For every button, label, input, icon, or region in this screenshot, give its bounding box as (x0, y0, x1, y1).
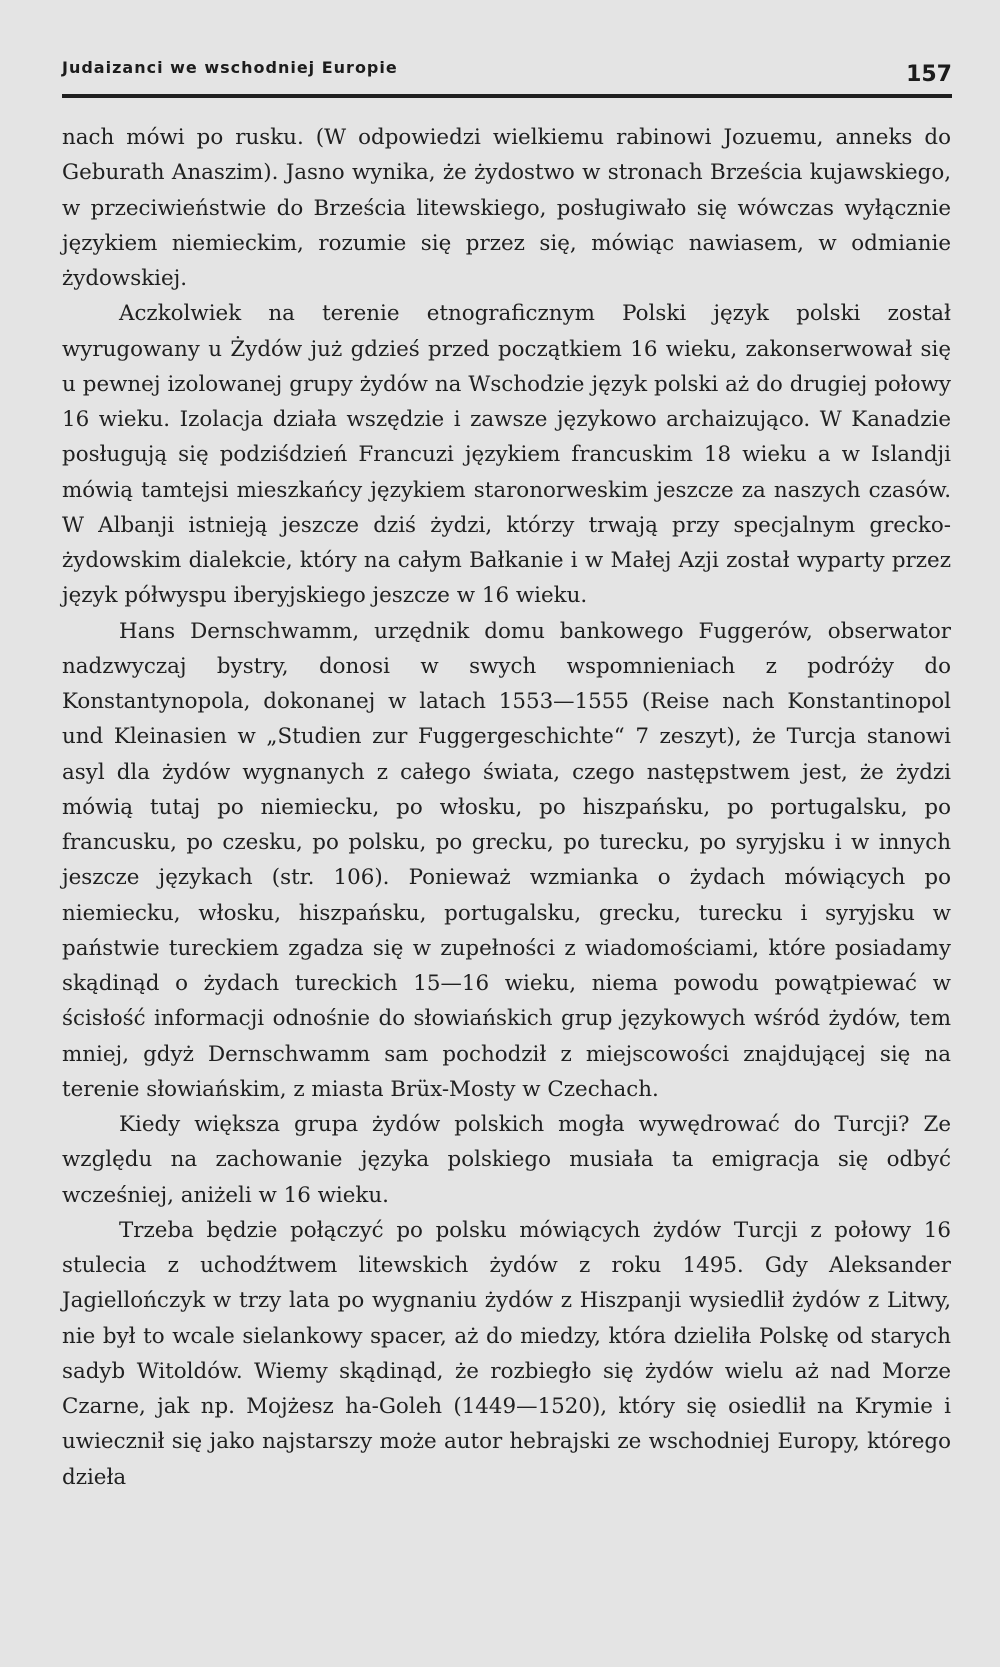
header-rule (62, 94, 952, 98)
running-title: Judaizanci we wschodniej Europie (62, 58, 398, 77)
page-header (62, 54, 952, 88)
paragraph-1: nach mówi po rusku. (W odpowiedzi wielkiemu rabinowi Jozuemu, anneks do Geburath Anaszim). Jasno wynika, że żydostwo w stronach Brześcia kujawskiego, w przeciwieństwie do Brześcia litewskiego, posługiwało się wówczas wyłącznie językiem niemieckim, rozumie się przez się, mówiąc nawiasem, w odmianie żydowskiej. (62, 125, 951, 291)
paragraph-3: Hans Dernschwamm, urzędnik domu bankowego Fuggerów, obserwator nadzwyczaj bystry, donosi w swych wspomnieniach z podróży do Konstantynopola, dokonanej w latach 1553—1555 (Reise nach Konstantinopol und Kleinasien w „Studien zur Fuggergeschichte“ 7 zeszyt), że Turcja stanowi asyl dla żydów wygnanych z całego świata, czego następstwem jest, że żydzi mówią tutaj po niemiecku, po włosku, po hiszpańsku, po portugalsku, po francusku, po czesku, po polsku, po grecku, po turecku, po syryjsku i w innych jeszcze językach (str. 106). Ponieważ wzmianka o żydach mówiących po niemiecku, włosku, hiszpańsku, portugalsku, grecku, turecku i syryjsku w państwie tureckiem zgadza się w zupełności z wiadomościami, które posiadamy skądinąd o żydach tureckich 15—16 wieku, niema powodu powątpiewać w ścisłość informacji odnośnie do słowiańskich grup językowych wśród żydów, tem mniej, gdyż Dernschwamm sam pochodził z miejscowości znajdującej się na terenie słowiańskim, z miasta Brüx-Mosty w Czechach. (62, 618, 951, 1102)
page-number: 157 (906, 62, 952, 87)
paragraph-2: Aczkolwiek na terenie etnograficznym Polski język polski został wyrugowany u Żydów już gdzieś przed początkiem 16 wieku, zakonserwował się u pewnej izolowanej grupy żydów na Wschodzie język polski aż do drugiej połowy 16 wieku. Izolacja działa wszędzie i zawsze językowo archaizująco. W Kanadzie posługują się podziśdzień Francuzi językiem francuskim 18 wieku a w Islandji mówią tamtejsi mieszkańcy językiem staronorweskim jeszcze za naszych czasów. W Albanji istnieją jeszcze dziś żydzi, którzy trwają przy specjalnym grecko-żydowskim dialekcie, który na całym Bałkanie i w Małej Azji został wyparty przez język półwyspu iberyjskiego jeszcze w 16 wieku. (62, 301, 951, 609)
body-text (62, 120, 951, 1495)
paragraph-5: Trzeba będzie połączyć po polsku mówiących żydów Turcji z połowy 16 stulecia z uchodźtwem litewskich żydów z roku 1495. Gdy Aleksander Jagiellończyk w trzy lata po wygnaniu żydów z Hiszpanji wysiedlił żydów z Litwy, nie był to wcale sielankowy spacer, aż do miedzy, która dzieliła Polskę od starych sadyb Witoldów. Wiemy skądinąd, że rozbiegło się żydów wielu aż nad Morze Czarne, jak np. Mojżesz ha-Goleh (1449—1520), który się osiedlił na Krymie i uwiecznił się jako najstarszy może autor hebrajski ze wschodniej Europy, którego dzieła (62, 1217, 951, 1490)
paragraph-4: Kiedy większa grupa żydów polskich mogła wywędrować do Turcji? Ze względu na zachowanie języka polskiego musiała ta emigracja się odbyć wcześniej, aniżeli w 16 wieku. (62, 1112, 951, 1208)
